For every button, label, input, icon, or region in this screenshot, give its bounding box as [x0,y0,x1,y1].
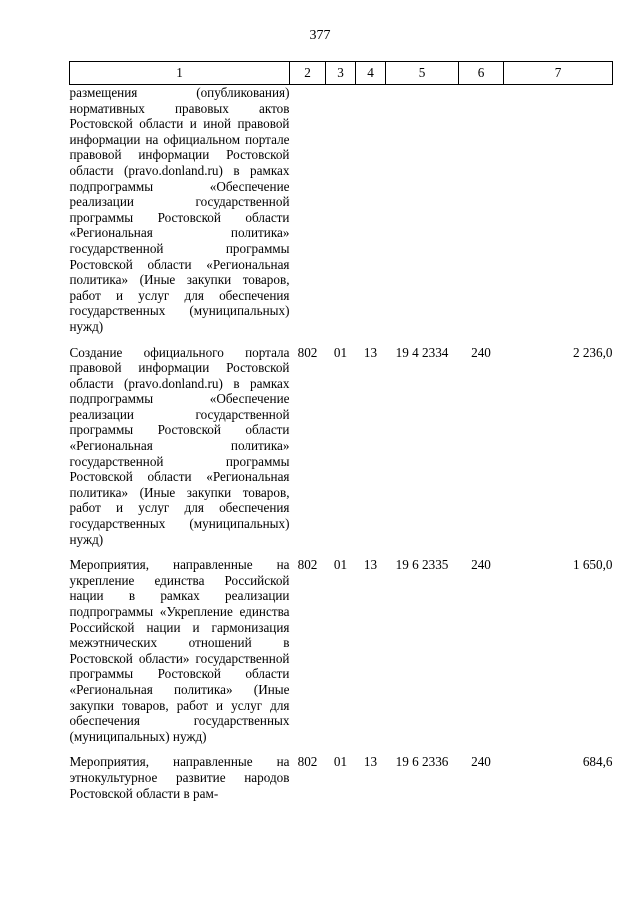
row-description: Мероприятия, направленные на укрепление единства Российской нации в рамках реализации подпрограммы «Укрепление единства Российской нации и гармонизация межэтнических отношений в Ростовской области» государственной программы Ростовской области «Региональная политика» (Иные закупки товаров, работ и услуг для обеспечения государственных (муниципальных) нужд) [69,557,290,744]
row-subsection-code: 13 [363,344,378,360]
row-section-code: 01 [333,557,348,573]
row-spacer [70,335,613,345]
row-amount: 1 650,0 [572,557,613,573]
row-expense-type [459,85,504,335]
row-description: размещения (опубликования) нормативных правовых актов Ростовской области и иной правовой информации на официальном портале правовой информации Ростовской области (pravo.donland.ru) в рамках подпрограммы «Обеспечение реализации государственной программы Ростовской области «Региональная политика» государственной программы Ростовской области «Региональная политика» (Иные закупки товаров, работ и услуг для обеспечения государственных (муниципальных) нужд) [69,85,290,334]
row-expense-type: 240 [471,344,491,360]
row-ministry-code: 802 [297,344,318,360]
table-row [70,754,613,801]
row-amount: 2 236,0 [572,344,613,360]
row-ministry-code [290,85,326,335]
table-body [70,85,613,802]
column-header-5: 5 [386,62,459,85]
row-description: Мероприятия, направленные на этнокультурное развитие народов Ростовской области в рам- [69,754,290,801]
row-ministry-code: 802 [297,557,318,573]
row-target-article: 19 6 2335 [395,557,449,573]
budget-table [69,61,613,801]
row-description: Создание официального портала правовой информации Ростовской области (pravo.donland.ru) в рамках подпрограммы «Обеспечение реализации государственной программы Ростовской области «Региональная политика» государственной программы Ростовской области «Региональная политика» (Иные закупки товаров, работ и услуг для обеспечения государственных (муниципальных) нужд) [69,344,290,547]
table-row [70,85,613,335]
row-subsection-code: 13 [363,557,378,573]
column-header-4: 4 [356,62,386,85]
row-section-code: 01 [333,754,348,770]
row-expense-type: 240 [471,557,491,573]
table-header [70,62,613,85]
column-header-2: 2 [290,62,326,85]
row-section-code [326,85,356,335]
row-section-code: 01 [333,344,348,360]
row-target-article: 19 4 2334 [395,344,449,360]
row-target-article: 19 6 2336 [395,754,449,770]
row-subsection-code [356,85,386,335]
row-spacer [70,547,613,557]
row-ministry-code: 802 [297,754,318,770]
column-header-3: 3 [326,62,356,85]
row-amount [504,85,613,335]
row-expense-type: 240 [471,754,491,770]
row-amount: 684,6 [582,754,613,770]
row-spacer [70,744,613,754]
table-row [70,557,613,744]
column-header-7: 7 [504,62,613,85]
header-row [70,62,613,85]
row-subsection-code: 13 [363,754,378,770]
column-header-1: 1 [70,62,290,85]
column-header-6: 6 [459,62,504,85]
table-row [70,345,613,548]
page-number: 377 [309,28,331,43]
row-target-article [386,85,459,335]
